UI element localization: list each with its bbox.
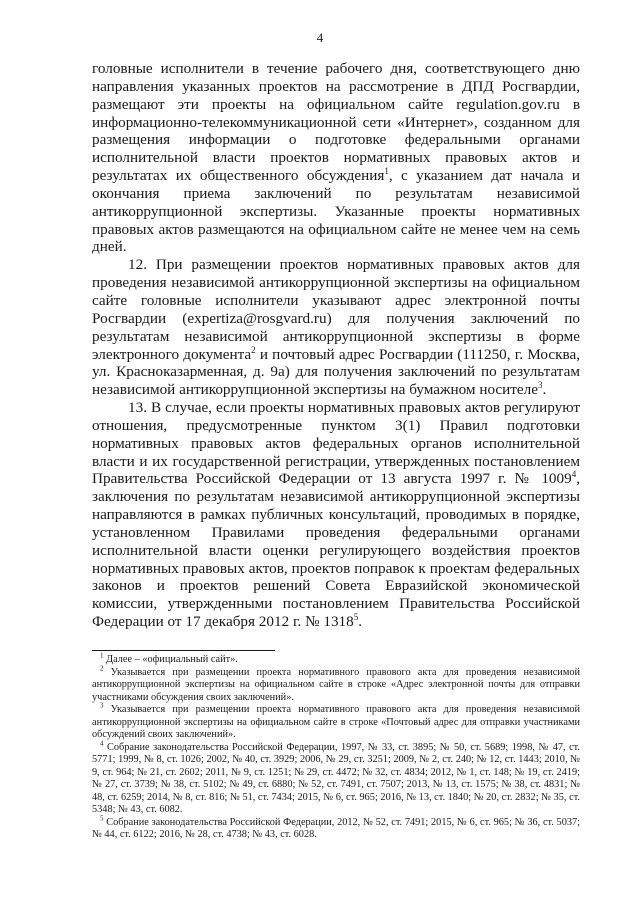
footnote-4 bbox=[92, 739, 580, 817]
text-segment: головные исполнители в течение рабочего дня, соответствующего дню направления указанных проектов на рассмотрение в ДПД Росгвардии, размещают эти проекты на официальном сайте regulation.gov.ru в информационно-телекоммуникационной сети «Интернет», созданном для размещения информации о подготовке федеральными органами исполнительной власти проектов нормативных правовых актов и результатах их общественного обсуждения bbox=[92, 60, 580, 185]
footnote-ref-1: 1 bbox=[384, 166, 389, 176]
footnote-2 bbox=[92, 664, 580, 705]
footnote-ref-3: 3 bbox=[538, 380, 543, 391]
footnote-text: Собрание законодательства Российской Федерации, 1997, № 33, ст. 3895; № 50, ст. 5689; 1998, № 47, ст. 5771; 1999, № 8, ст. 1026; 2002, № 40, ст. 3929; 2006, № 29, ст. 3251; 2009, № 2, ст. 240; № 12, ст. 1443; 2010, № 9, ст. 964; № 21, ст. 2602; 2011, № 9, ст. 1251; № 29, ст. 4472; № 32, ст. 4834; 2012, № 1, ст. 148; № 19, ст. 2419; № 27, ст. 3739; № 38, ст. 5102; № 49, ст. 6880; № 52, ст. 7491, ст. 7507; 2013, № 13, ст. 1575; № 38, ст. 4831; № 48, ст. 6259; 2014, № 8, ст. 816; № 51, ст. 7434; 2015, № 6, ст. 965; 2016, № 13, ст. 1840; № 20, ст. 2832; № 35, ст. 5348; № 43, ст. 6082. bbox=[92, 741, 580, 815]
footnote-mark: 5 bbox=[100, 814, 104, 823]
body-text bbox=[92, 60, 580, 631]
footnote-text: Указывается при размещении проекта нормативного правового акта для проведения независимой антикоррупционной экспертизы на официальном сайте в строке «Почтовый адрес для отправки участниками обсуждений своих заключений». bbox=[92, 704, 580, 740]
text-segment: , заключения по результатам независимой антикоррупционной экспертизы направляются в рамках публичных консультаций, проводимых в порядке, установленном Правилами проведения федеральными органами исполнительной власти оценки регулирующего воздействия проектов нормативных правовых актов, проектов поправок к проектам федеральных законов и проектов решений Совета Евразийской экономической комиссии, утвержденными постановлением Правительства Российской Федерации от 17 декабря 2012 г. № 1318 bbox=[92, 470, 580, 631]
text-segment: 13. В случае, если проекты нормативных правовых актов регулируют отношения, предусмотренные пунктом 3(1) Правил подготовки нормативных правовых актов федеральных органов исполнительной власти и их государственной регистрации, утвержденных постановлением Правительства Российской Федерации от 13 августа 1997 г. № 1009 bbox=[92, 399, 580, 488]
paragraph-continued bbox=[92, 60, 580, 256]
footnote-text: Указывается при размещении проекта нормативного правового акта для проведения независимой антикоррупционной экспертизы на официальном сайте в строке «Адрес электронной почты для отправки участниками обсуждения своих заключений». bbox=[92, 666, 580, 703]
footnote-mark: 3 bbox=[100, 701, 104, 710]
footnote-text: Собрание законодательства Российской Федерации, 2012, № 52, ст. 7491; 2015, № 6, ст. 965; № 36, ст. 5037; № 44, ст. 6122; 2016, № 28, ст. 4738; № 43, ст. 6028. bbox=[92, 816, 580, 840]
footnote-text: Далее – «официальный сайт». bbox=[106, 654, 238, 665]
text-segment: 12. При размещении проектов нормативных правовых актов для проведения независимой антикоррупционной экспертизы на официальном сайте головные исполнители указывают адрес электронной почты Росгвардии (expertiza@rosgvard.ru) для получения заключений по результатам независимой антикоррупционной экспертизы в форме электронного документа bbox=[92, 256, 580, 363]
text-segment: и почтовый адрес Росгвардии (111250, г. Москва, ул. Красноказарменная, д. 9а) для получения заключений по результатам независимой антикоррупционной экспертизы на бумажном носителе bbox=[92, 345, 580, 399]
footnote-ref-5: 5 bbox=[353, 612, 359, 623]
footnote-1 bbox=[92, 651, 580, 667]
paragraph-item-12 bbox=[92, 256, 580, 399]
footnote-ref-2: 2 bbox=[251, 344, 256, 355]
footnote-ref-4: 4 bbox=[571, 469, 577, 480]
footnote-3 bbox=[92, 701, 580, 742]
footnotes bbox=[92, 651, 580, 842]
footnote-divider bbox=[92, 650, 275, 651]
footnote-mark: 2 bbox=[100, 664, 104, 673]
paragraph-item-13 bbox=[92, 399, 580, 631]
footnote-mark: 4 bbox=[100, 739, 104, 748]
text-segment: , с указанием дат начала и окончания приема заключений по результатам независимой антикоррупционной экспертизы. Указанные проекты нормативных правовых актов размещаются на официальном сайте не менее чем на семь дней. bbox=[92, 167, 580, 256]
text-segment: . bbox=[542, 381, 547, 399]
text-segment: . bbox=[358, 613, 363, 631]
footnote-mark: 1 bbox=[100, 651, 104, 660]
footnote-5 bbox=[92, 814, 580, 842]
page-number: 4 bbox=[316, 30, 324, 45]
